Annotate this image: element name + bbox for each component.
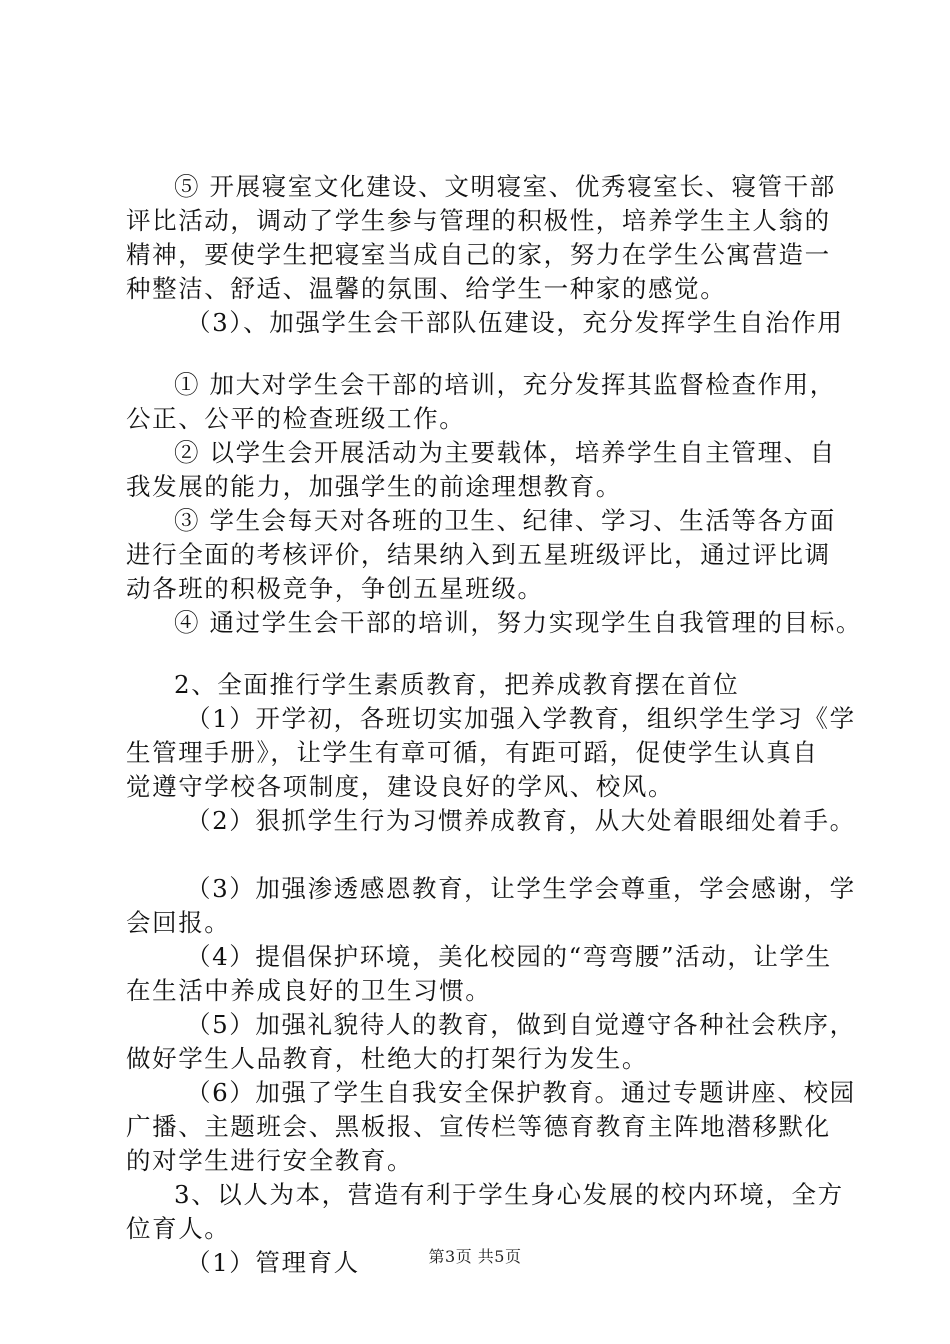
paragraph-line: 评比活动，调动了学生参与管理的积极性，培养学生主人翁的 [126,206,831,235]
paragraph-line: 进行全面的考核评价，结果纳入到五星班级评比，通过评比调 [126,540,831,569]
paragraph-line: （6）加强了学生自我安全保护教育。通过专题讲座、校园 [186,1078,856,1107]
paragraph-line: ① 加大对学生会干部的培训，充分发挥其监督检查作用， [174,370,836,399]
paragraph-line: 生管理手册》，让学生有章可循，有距可蹈，促使学生认真自 [126,738,819,767]
paragraph-line: 觉遵守学校各项制度，建设良好的学风、校风。 [126,772,675,801]
paragraph-line: 会回报。 [126,908,231,937]
paragraph-line: （3）加强渗透感恩教育，让学生学会尊重，学会感谢，学 [186,874,856,903]
paragraph-line: ⑤ 开展寝室文化建设、文明寝室、优秀寝室长、寝管干部 [174,172,836,201]
paragraph-line: 广播、主题班会、黑板报、宣传栏等德育教育主阵地潜移默化 [126,1112,831,1141]
spacer [126,640,836,668]
paragraph-line: （5）加强礼貌待人的教育，做到自觉遵守各种社会秩序， [186,1010,856,1039]
paragraph-line: 公正、公平的检查班级工作。 [126,404,466,433]
spacer [126,340,836,368]
paragraph-line: 精神，要使学生把寝室当成自己的家，努力在学生公寓营造一 [126,240,831,269]
paragraph-line: ② 以学生会开展活动为主要载体，培养学生自主管理、自 [174,438,836,467]
paragraph-line: 种整洁、舒适、温馨的氛围、给学生一种家的感觉。 [126,274,727,303]
paragraph-line: 位育人。 [126,1214,231,1243]
paragraph-line: 我发展的能力，加强学生的前途理想教育。 [126,472,622,501]
paragraph-line: （2）狠抓学生行为习惯养成教育，从大处着眼细处着手。 [186,806,856,835]
paragraph-line: ④ 通过学生会干部的培训，努力实现学生自我管理的目标。 [174,608,862,637]
spacer [126,838,836,872]
document-body [126,170,862,1280]
paragraph-line: ③ 学生会每天对各班的卫生、纪律、学习、生活等各方面 [174,506,836,535]
section-heading: 3、以人为本，营造有利于学生身心发展的校内环境，全方 [174,1180,844,1209]
paragraph-line: （4）提倡保护环境，美化校园的“弯弯腰”活动，让学生 [186,942,832,971]
section-heading: 2、全面推行学生素质教育，把养成教育摆在首位 [174,670,740,699]
paragraph-line: 做好学生人品教育，杜绝大的打架行为发生。 [126,1044,648,1073]
paragraph-line: （1）开学初，各班切实加强入学教育，组织学生学习《学 [186,704,856,733]
page-number-footer: 第3页 共5页 [428,1247,522,1266]
subsection-heading: （1）管理育人 [186,1248,360,1277]
paragraph-line: 的对学生进行安全教育。 [126,1146,414,1175]
paragraph-line: 在生活中养成良好的卫生习惯。 [126,976,492,1005]
section-heading: （3）、加强学生会干部队伍建设，充分发挥学生自治作用 [186,308,844,337]
paragraph-line: 动各班的积极竞争，争创五星班级。 [126,574,544,603]
